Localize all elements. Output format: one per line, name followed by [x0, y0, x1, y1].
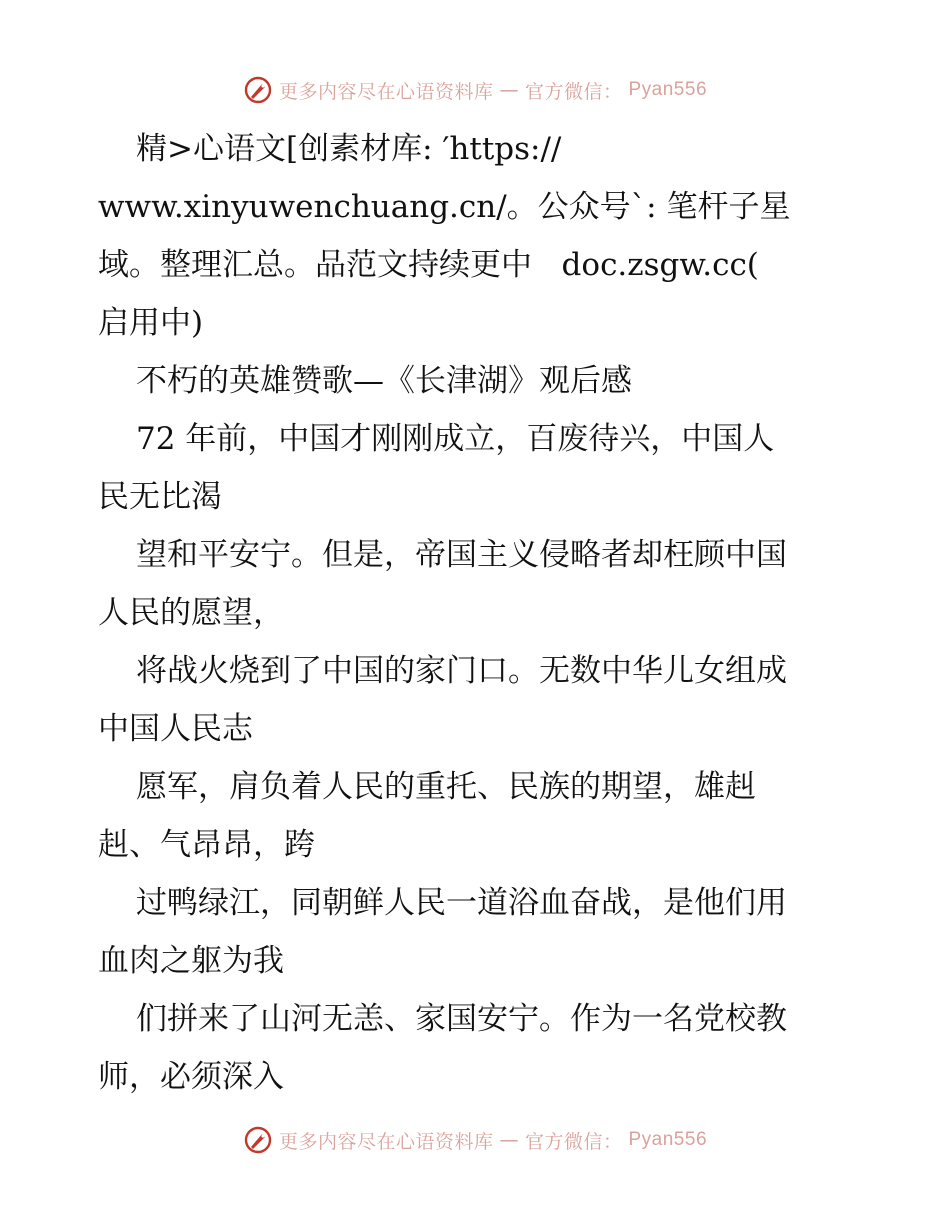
footer-banner-handle: Pyan556	[628, 1129, 708, 1150]
document-line: 师，必须深入	[98, 1059, 284, 1095]
header-banner-text: 更多内容尽在心语资料库	[278, 80, 494, 103]
footer-banner	[0, 1120, 950, 1160]
footer-banner-content	[243, 1125, 707, 1155]
document-line: www.xinyuwenchuang.cn/。公众号`: 笔杆子星	[98, 189, 791, 225]
pen-nib-circle-icon	[243, 1125, 273, 1155]
document-line: 民无比渴	[98, 479, 222, 515]
pen-nib-circle-icon	[243, 75, 273, 105]
document-line: 望和平安宁。但是，帝国主义侵略者却枉顾中国	[136, 537, 787, 573]
document-line: 愿军，肩负着人民的重托、民族的期望，雄赳	[136, 769, 756, 805]
header-banner-separator: —	[499, 79, 519, 101]
header-banner-handle: Pyan556	[628, 79, 708, 100]
document-body	[98, 120, 858, 1106]
document-line: 赳、气昂昂，跨	[98, 827, 315, 863]
document-line: 中国人民志	[98, 711, 253, 747]
document-line: 血肉之躯为我	[98, 943, 284, 979]
document-line: 72 年前，中国才刚刚成立，百废待兴，中国人	[136, 421, 775, 457]
footer-banner-separator: —	[499, 1129, 519, 1151]
footer-banner-official: 官方微信：	[524, 1130, 623, 1153]
document-line: 精>心语文[创素材库: ′https://	[136, 131, 562, 167]
document-line: 启用中)	[98, 305, 204, 341]
header-banner	[0, 70, 950, 110]
footer-banner-text: 更多内容尽在心语资料库	[278, 1130, 494, 1153]
document-line: 将战火烧到了中国的家门口。无数中华儿女组成	[136, 653, 787, 689]
document-line: 域。整理汇总。品范文持续更中 doc.zsgw.cc(	[98, 247, 759, 283]
document-line: 过鸭绿江，同朝鲜人民一道浴血奋战，是他们用	[136, 885, 787, 921]
document-line: 人民的愿望，	[98, 595, 284, 631]
header-banner-official: 官方微信：	[524, 80, 623, 103]
document-line: 们拼来了山河无恙、家国安宁。作为一名党校教	[136, 1001, 787, 1037]
header-banner-content	[243, 75, 707, 105]
document-title: 不朽的英雄赞歌—《长津湖》观后感	[136, 363, 632, 399]
